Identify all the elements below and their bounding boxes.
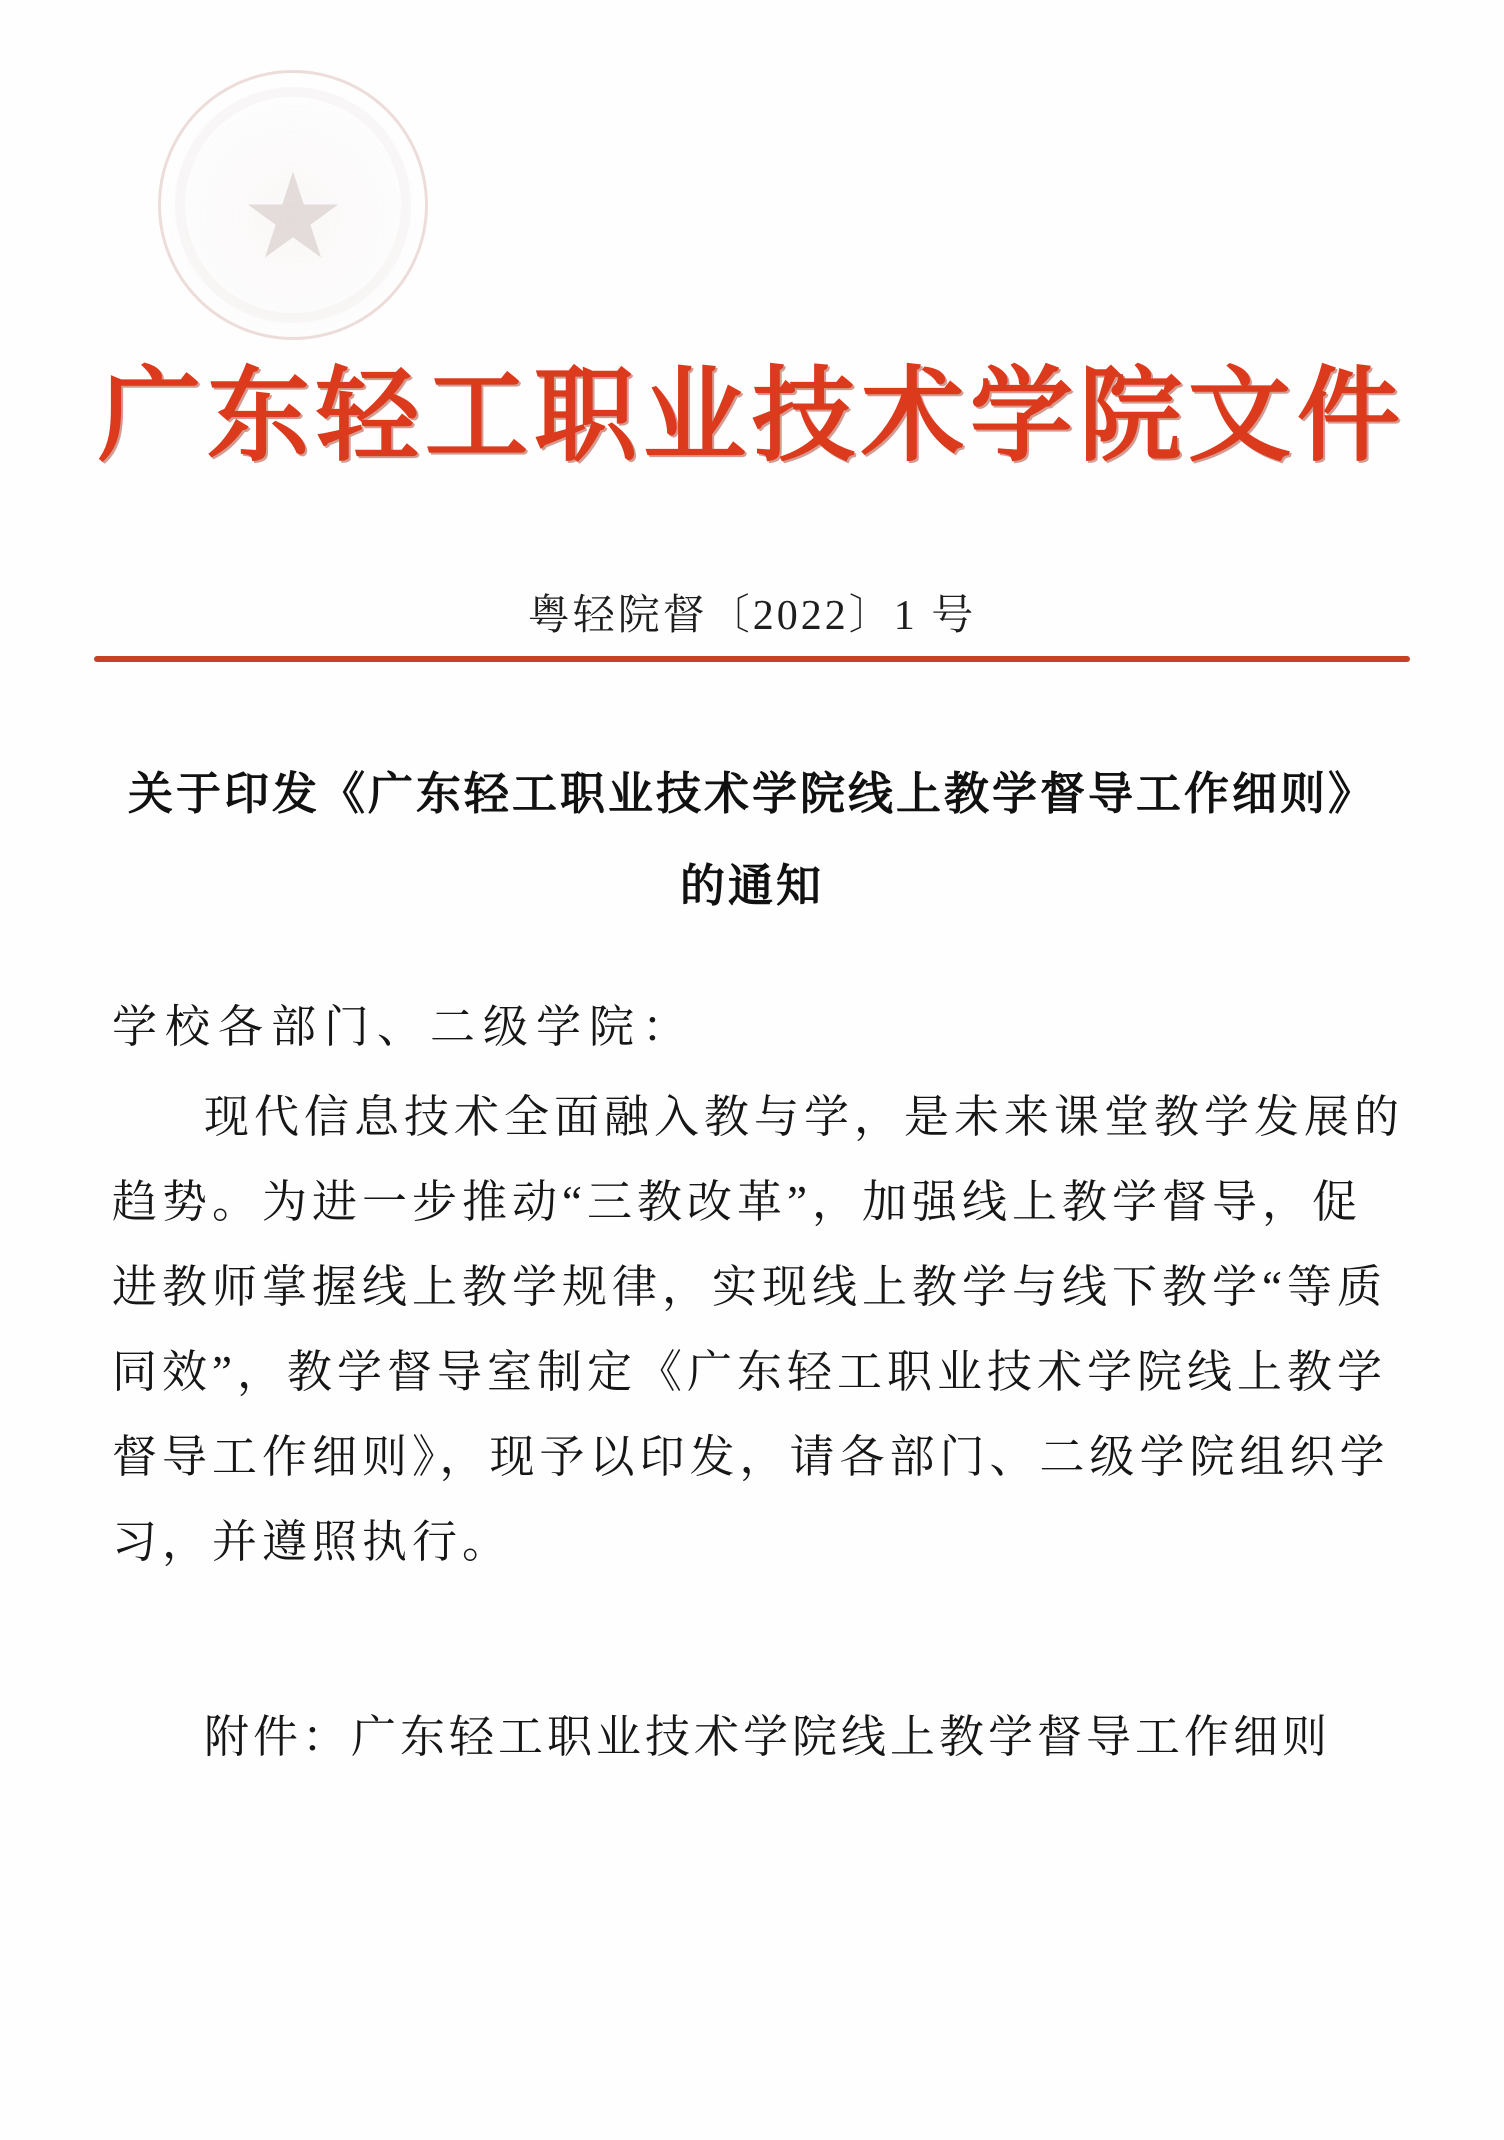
letterhead-title: 广东轻工职业技术学院文件 (98, 360, 1406, 474)
attachment-note: 附件：广东轻工职业技术学院线上教学督导工作细则 (204, 1712, 1332, 1762)
seal-star-icon: ★ (240, 146, 346, 285)
paragraph-line: 同效”，教学督导室制定《广东轻工职业技术学院线上教学 (112, 1347, 1387, 1397)
notice-title-line2: 的通知 (679, 861, 824, 911)
paragraph-line: 进教师掌握线上教学规律，实现线上教学与线下教学“等质 (112, 1262, 1387, 1312)
document-number: 粤轻院督〔2022〕1 号 (527, 593, 977, 639)
paragraph-line: 现代信息技术全面融入教与学，是未来课堂教学发展的 (204, 1092, 1405, 1142)
paragraph-line: 趋势。为进一步推动“三教改革”，加强线上教学督导，促 (112, 1177, 1362, 1227)
header-divider (94, 656, 1410, 662)
official-seal (158, 70, 428, 340)
notice-title (0, 748, 1504, 932)
paragraph-line: 督导工作细则》，现予以印发，请各部门、二级学院组织学 (112, 1432, 1390, 1482)
body-paragraph (112, 1075, 1434, 1585)
notice-title-line1: 关于印发《广东轻工职业技术学院线上教学督导工作细则》 (127, 769, 1376, 819)
salutation: 学校各部门、二级学院： (112, 1002, 696, 1052)
paragraph-line: 习，并遵照执行。 (112, 1517, 513, 1567)
